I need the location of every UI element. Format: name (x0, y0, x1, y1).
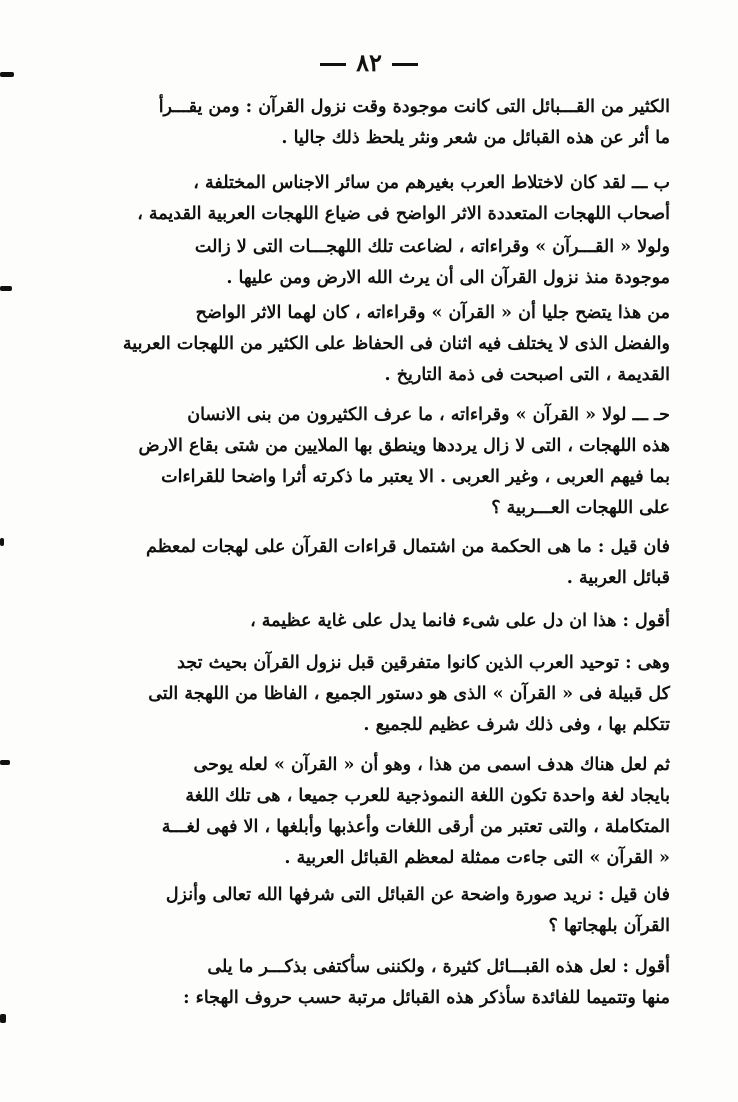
page-number-dash-left (320, 63, 346, 66)
text-line: فان قيل : ما هى الحكمة من اشتمال قراءات القرآن على لهجات لمعظم (146, 537, 670, 557)
text-line: ولولا « القـــرآن » وقراءاته ، لضاعت تلك اللهجـــات التى لا زالت (194, 237, 670, 257)
text-line: منها وتتميما للفائدة سأذكر هذه القبائل مرتبة حسب حروف الهجاء : (183, 988, 670, 1008)
paragraph-8 (60, 648, 670, 741)
text-line: أصحاب اللهجات المتعددة الاثر الواضح فى ضياع اللهجات العربية القديمة ، (137, 204, 670, 224)
text-line: هذه اللهجات ، التى لا زال يرددها وينطق بها الملايين من شتى بقاع الارض (138, 436, 670, 456)
text-line: كل قبيلة فى « القرآن » الذى هو دستور الجميع ، الفاظا من اللهجة التى (148, 684, 670, 704)
text-line: تتكلم بها ، وفى ذلك شرف عظيم للجميع . (363, 715, 670, 735)
text-line: ب ـــ لقد كان لاختلاط العرب بغيرهم من سائر الاجناس المختلفة ، (193, 173, 670, 193)
text-line: المتكاملة ، والتى تعتبر من أرقى اللغات وأعذبها وأبلغها ، الا فهى لغـــة (161, 817, 670, 837)
page-number (0, 48, 738, 77)
text-line: قبائل العربية . (566, 568, 670, 588)
text-line: والفضل الذى لا يختلف فيه اثنان فى الحفاظ على الكثير من اللهجات العربية (122, 334, 670, 354)
page-number-text: ٨٢ (356, 48, 382, 77)
text-line: « القرآن » التى جاءت ممثلة لمعظم القبائل العربية . (284, 848, 670, 868)
text-line: فان قيل : نريد صورة واضحة عن القبائل التى شرفها الله تعالى وأنزل (165, 885, 670, 905)
paragraph-9 (60, 750, 670, 874)
paragraph-3 (60, 232, 670, 294)
text-line: حـ ـــ لولا « القرآن » وقراءاته ، ما عرف الكثيرون من بنى الانسان (187, 405, 670, 425)
text-line: على اللهجات العـــربية ؟ (491, 498, 670, 518)
paragraph-5 (60, 400, 670, 524)
text-line: الكثير من القـــبائل التى كانت موجودة وقت نزول القرآن : ومن يقـــرأ (158, 97, 670, 117)
paragraph-11 (60, 952, 670, 1014)
paragraph-1 (60, 92, 670, 154)
text-line: موجودة منذ نزول القرآن الى أن يرث الله الارض ومن عليها . (226, 268, 670, 288)
paragraph-10 (60, 880, 670, 942)
margin-mark (0, 760, 10, 765)
text-line: أقول : هذا ان دل على شىء فانما يدل على غاية عظيمة ، (250, 611, 670, 631)
paragraph-4 (60, 298, 670, 391)
paragraph-2 (60, 168, 670, 230)
margin-mark (0, 286, 12, 291)
text-line: ما أثر عن هذه القبائل من شعر ونثر يلحظ ذلك جاليا . (281, 128, 670, 148)
text-line: القديمة ، التى اصبحت فى ذمة التاريخ . (384, 365, 670, 385)
text-line: القرآن بلهجاتها ؟ (548, 916, 670, 936)
text-line: من هذا يتضح جليا أن « القرآن » وقراءاته ، كان لهما الاثر الواضح (195, 303, 670, 323)
paragraph-7 (60, 606, 670, 637)
text-line: بما فيهم العربى ، وغير العربى . الا يعتبر ما ذكرته أثرا واضحا للقراءات (161, 467, 670, 487)
margin-mark (0, 1014, 6, 1023)
paragraph-6 (60, 532, 670, 594)
text-line: ثم لعل هناك هدف اسمى من هذا ، وهو أن « القرآن » لعله يوحى (193, 755, 670, 775)
margin-mark (0, 72, 14, 77)
page-number-dash-right (392, 63, 418, 66)
text-line: بايجاد لغة واحدة تكون اللغة النموذجية للعرب جميعا ، هى تلك اللغة (185, 786, 670, 806)
text-line: أقول : لعل هذه القبـــائل كثيرة ، ولكننى سأكتفى بذكـــر ما يلى (207, 957, 670, 977)
text-line: وهى : توحيد العرب الذين كانوا متفرقين قبل نزول القرآن بحيث تجد (177, 653, 670, 673)
margin-mark (0, 538, 4, 546)
